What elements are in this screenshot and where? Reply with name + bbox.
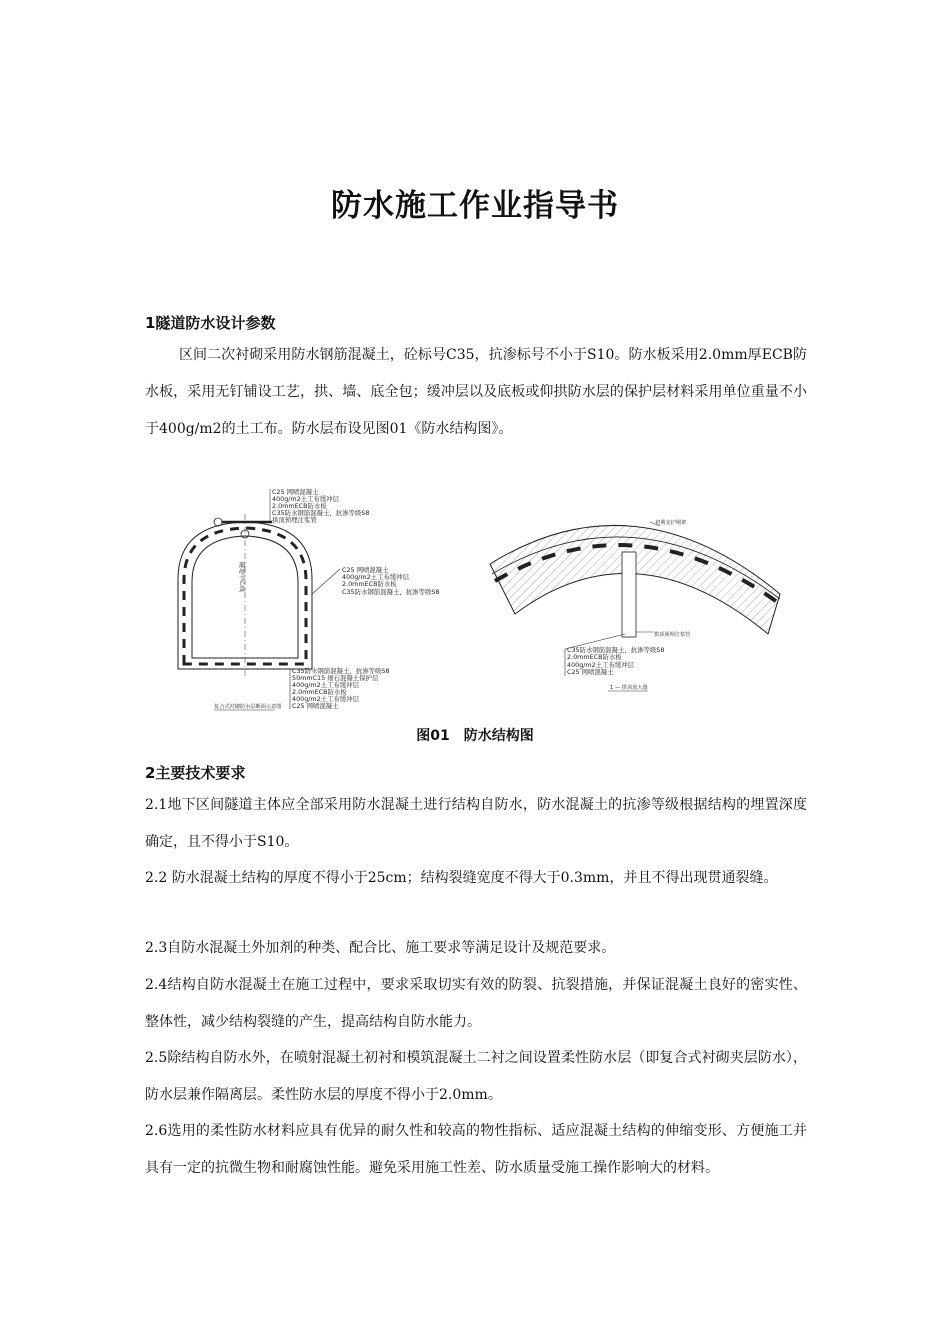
left-top-label-4: C35防水钢筋混凝土，抗渗等级S8 [272,509,370,517]
left-top-label-2: 400g/m2土工布缓冲层 [272,495,340,503]
section1-paragraph: 区间二次衬砌采用防水钢筋混凝土，砼标号C35，抗渗标号不小于S10。防水板采用2.0mm厚ECB防水板，采用无钉铺设工艺，拱、墙、底全包；缓冲层以及底板或仰拱防水层的保护层材料采用单位重量不小于400g/m2的土工布。防水层布设见图01《防水结构图》。 [145,347,807,437]
right-bottom-label-3: 400g/m2土工布缓冲层 [567,661,635,669]
requirement-2-5: 2.5除结构自防水外，在喷射混凝土初衬和模筑混凝土二衬之间设置柔性防水层（即复合式衬砌夹层防水），防水层兼作隔离层。柔性防水层的厚度不得小于2.0mm。 [145,1050,807,1103]
requirement-2-1: 2.1地下区间隧道主体应全部采用防水混凝土进行结构自防水，防水混凝土的抗渗等级根据结构的埋置深度确定，且不得小于S10。 [145,797,807,850]
waterproof-structure-figure [140,484,820,714]
left-bottom-label-6: C25 网喷混凝土 [292,702,339,710]
left-bottom-label-2: 50mmC15 细石混凝土保护层 [292,674,379,682]
right-bottom-label-1: C35防水钢筋混凝土，抗渗等级S8 [567,646,665,654]
document-title: 防水施工作业指导书 [331,188,619,224]
left-right-label-3: 2.0mmECB防水板 [342,580,397,588]
requirement-2-4: 2.4结构自防水混凝土在施工过程中，要求采取切实有效的防裂、抗裂措施，并保证混凝土良好的密实性、整体性，减少结构裂缝的产生，提高结构自防水能力。 [145,977,807,1030]
left-bottom-label-1: C35防水钢筋混凝土，抗渗等级S8 [292,667,390,675]
section1-heading: 1隧道防水设计参数 [145,314,276,332]
figure-caption: 图01 防水结构图 [416,728,534,744]
right-sub-caption: 1 — 拱顶放大图 [610,685,648,691]
right-mid-label: 拱顶预埋注浆管 [654,632,691,638]
right-bottom-label-2: 2.0mmECB防水板 [567,653,622,661]
left-sub-caption: 复合式衬砌防水层断面示意图 [214,704,282,710]
left-bottom-label-4: 2.0mmECB防水板 [292,688,347,696]
right-top-label: 初期支护钢架 [655,520,687,526]
left-top-label-1: C25 网喷混凝土 [272,488,319,496]
section2-heading: 2主要技术要求 [145,764,246,782]
left-top-label-5: 拱顶预埋注浆管 [272,516,317,524]
left-right-label-1: C25 网喷混凝土 [342,566,389,574]
left-bottom-label-3: 400g/m2土工布缓冲层 [292,681,360,689]
left-bottom-label-5: 400g/m2土工布缓冲层 [292,695,360,703]
requirement-2-6: 2.6选用的柔性防水材料应具有优异的耐久性和较高的物性指标、适应混凝土结构的伸缩变形、方便施工并具有一定的抗微生物和耐腐蚀性能。避免采用施工性差、防水质量受施工操作影响大的材料。 [145,1123,807,1176]
requirement-2-2: 2.2 防水混凝土结构的厚度不得小于25cm；结构裂缝宽度不得大于0.3mm，并且不得出现贯通裂缝。 [145,870,778,886]
left-right-label-4: C35防水钢筋混凝土，抗渗等级S8 [342,588,440,596]
right-bottom-label-4: C25 网喷混凝土 [567,668,614,676]
left-right-label-2: 400g/m2土工布缓冲层 [342,573,410,581]
axis-label: 隧道中心线 [238,562,245,593]
requirement-2-3: 2.3自防水混凝土外加剂的种类、配合比、施工要求等满足设计及规范要求。 [145,940,616,956]
left-top-label-3: 2.0mmECB防水板 [272,502,327,510]
